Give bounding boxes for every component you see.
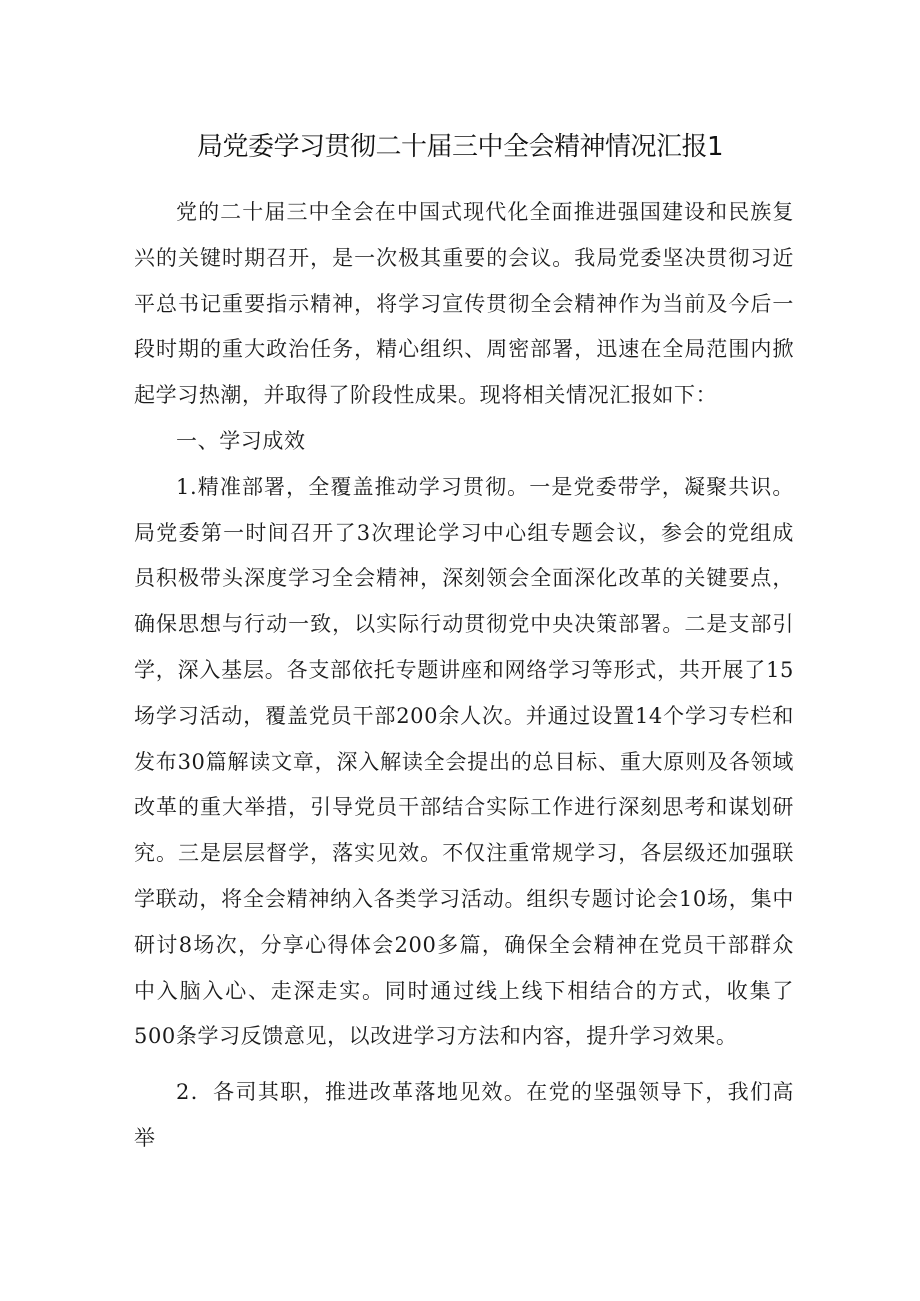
paragraph-intro: 党的二十届三中全会在中国式现代化全面推进强国建设和民族复兴的关键时期召开，是一次极其重要的会议。我局党委坚决贯彻习近平总书记重要指示精神，将学习宣传贯彻全会精神作为当前及今后一段时期的重大政治任务，精心组织、周密部署，迅速在全局范围内掀起学习热潮，并取得了阶段性成果。现将相关情况汇报如下： <box>134 200 794 408</box>
document-title: 局党委学习贯彻二十届三中全会精神情况汇报1 <box>196 132 724 162</box>
document-body <box>134 190 794 1162</box>
paragraph-item-1: 1.精准部署，全覆盖推动学习贯彻。一是党委带学，凝聚共识。局党委第一时间召开了3次理论学习中心组专题会议，参会的党组成员积极带头深度学习全会精神，深刻领会全面深化改革的关键要点，确保思想与行动一致，以实际行动贯彻党中央决策部署。二是支部引学，深入基层。各支部依托专题讲座和网络学习等形式，共开展了15场学习活动，覆盖党员干部200余人次。并通过设置14个学习专栏和发布30篇解读文章，深入解读全会提出的总目标、重大原则及各领域改革的重大举措，引导党员干部结合实际工作进行深刻思考和谋划研究。三是层层督学，落实见效。不仅注重常规学习，各层级还加强联学联动，将全会精神纳入各类学习活动。组织专题讨论会10场，集中研讨8场次，分享心得体会200多篇，确保全会精神在党员干部群众中入脑入心、走深走实。同时通过线上线下相结合的方式，收集了500条学习反馈意见，以改进学习方法和内容，提升学习效果。 <box>134 474 794 1049</box>
paragraph-item-2: 2．各司其职，推进改革落地见效。在党的坚强领导下，我们高举 <box>134 1080 794 1150</box>
section-heading-learning-results: 一、学习成效 <box>176 428 306 453</box>
